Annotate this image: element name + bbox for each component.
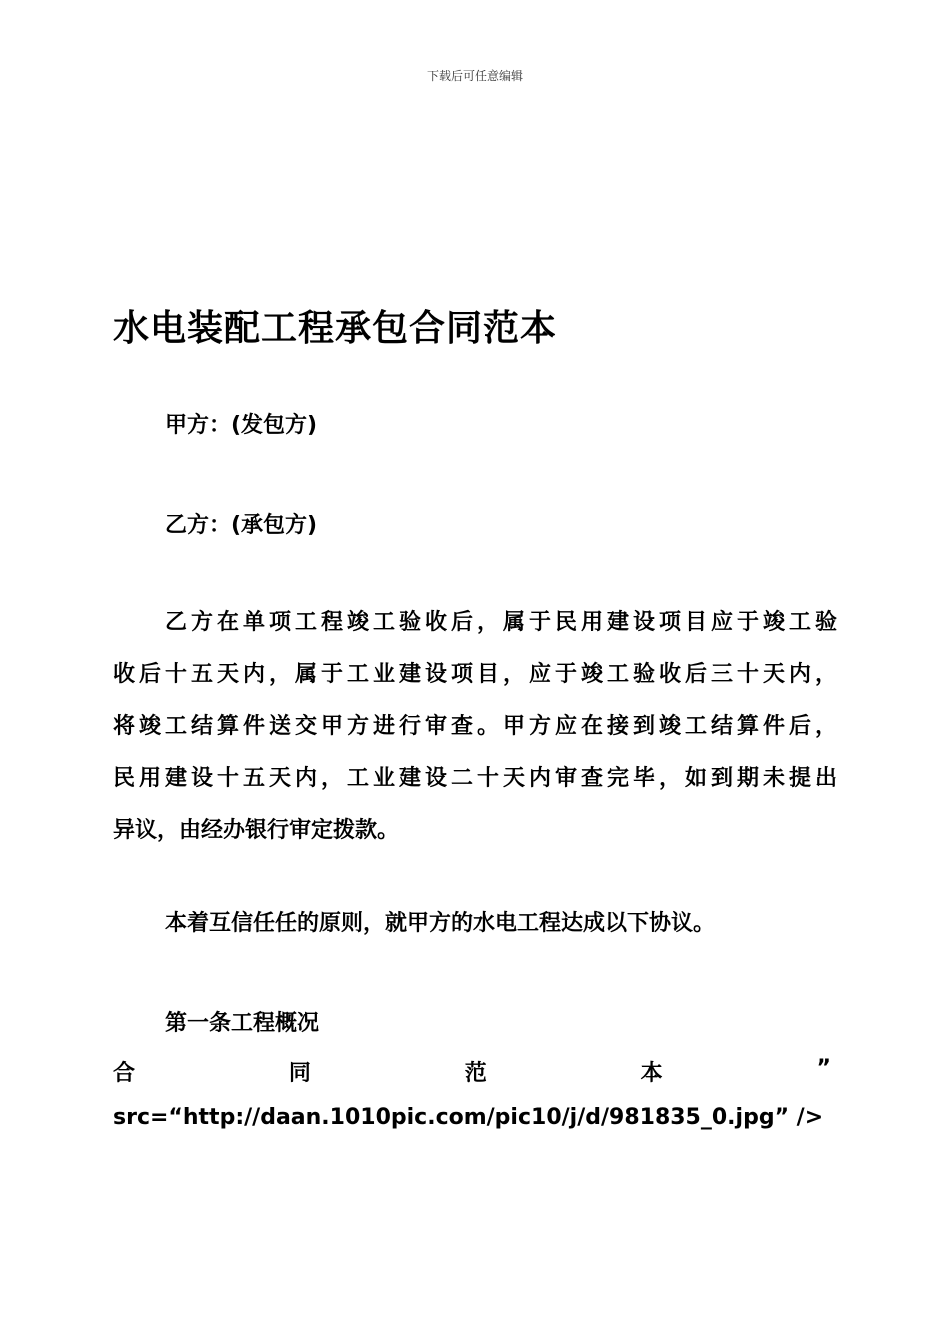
- spread-char: 范: [464, 1061, 487, 1086]
- paragraph-line: 乙方在单项工程竣工验收后，属于民用建设项目应于竣工验: [165, 610, 837, 635]
- image-src-text: src=“http://daan.1010pic.com/pic10/j/d/981835_0.jpg” />: [113, 1105, 824, 1130]
- spread-char: 合: [113, 1061, 136, 1086]
- spread-text-line: [113, 1056, 831, 1087]
- party-b-line: 乙方：(承包方): [165, 513, 318, 538]
- article-1-heading: 第一条工程概况: [165, 1011, 320, 1036]
- party-a-line: 甲方：(发包方): [165, 413, 318, 438]
- spread-char: ”: [816, 1056, 831, 1081]
- spread-char: 同: [288, 1061, 311, 1086]
- paragraph-line: 将竣工结算件送交甲方进行审查。甲方应在接到竣工结算件后，: [113, 714, 837, 739]
- paragraph-line: 异议，由经办银行审定拨款。: [113, 818, 400, 843]
- paragraph-settlement: [113, 597, 837, 857]
- paragraph-line: 收后十五天内，属于工业建设项目，应于竣工验收后三十天内，: [113, 662, 837, 687]
- paragraph-line: 民用建设十五天内，工业建设二十天内审查完毕，如到期未提出: [113, 766, 837, 791]
- paragraph-agreement: 本着互信任任的原则，就甲方的水电工程达成以下协议。: [165, 911, 716, 936]
- header-note: 下载后可任意编辑: [426, 69, 523, 83]
- spread-char: 本: [640, 1061, 663, 1086]
- document-title: 水电装配工程承包合同范本: [113, 308, 558, 349]
